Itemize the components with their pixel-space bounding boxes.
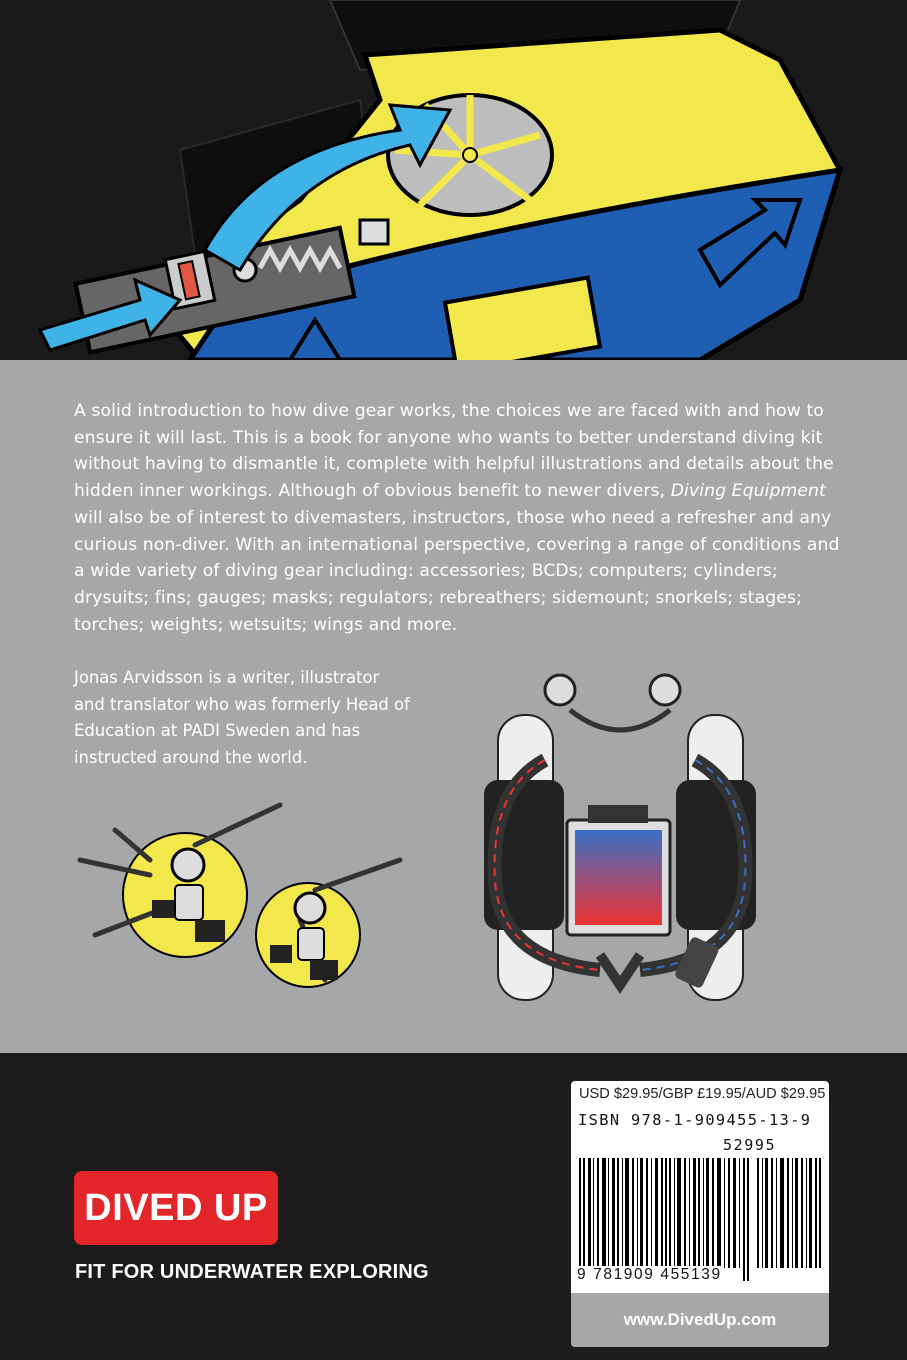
isbn-label: ISBN 978-1-909455-13-9	[578, 1111, 812, 1129]
blurb-part-2: will also be of interest to divemasters, instructors, those who need a refresher and any curious non-diver. With an international perspective, covering a range of conditions and a wide variety of diving gear including: accessories; BCDs; computers; cylinders; drysuits; fins; gauges; masks; regulators; rebreathers; sidemount; snorkels; stages; torches; weights; wetsuits; wings and more.	[74, 507, 840, 635]
publisher-tagline: FIT FOR UNDERWATER EXPLORING	[75, 1261, 429, 1283]
regulator-cutaway-illustration	[0, 0, 907, 360]
regulator-diagram-icon	[70, 800, 410, 1004]
rebreather-diagram-icon	[470, 670, 770, 1009]
barcode-icon	[577, 1156, 823, 1281]
price-label: USD $29.95/GBP £19.95/AUD $29.95	[579, 1086, 826, 1102]
barcode-panel	[571, 1081, 829, 1347]
book-title: Diving Equipment	[670, 481, 826, 502]
logo-text: DIVED UP	[84, 1186, 268, 1229]
publisher-footer	[0, 1053, 907, 1360]
publisher-logo	[74, 1171, 278, 1245]
book-blurb	[74, 398, 854, 638]
website-link[interactable]: www.DivedUp.com	[623, 1310, 777, 1329]
ean-number: 9 781909 455139	[577, 1266, 722, 1283]
blurb-part-1: A solid introduction to how dive gear works, the choices we are faced with and how to ensure it will last. This is a book for anyone who wants to better understand diving kit without having to dismantle it, complete with helpful illustrations and details about the hidden inner workings. Although of obvious benefit to newer divers,	[74, 401, 834, 502]
author-bio: Jonas Arvidsson is a writer, illustrator and translator who was formerly Head of Education at PADI Sweden and has instructed around the world.	[74, 668, 410, 767]
website-bar	[571, 1293, 829, 1347]
description-panel	[0, 360, 907, 1053]
price-addon-code: 52995	[723, 1136, 777, 1154]
